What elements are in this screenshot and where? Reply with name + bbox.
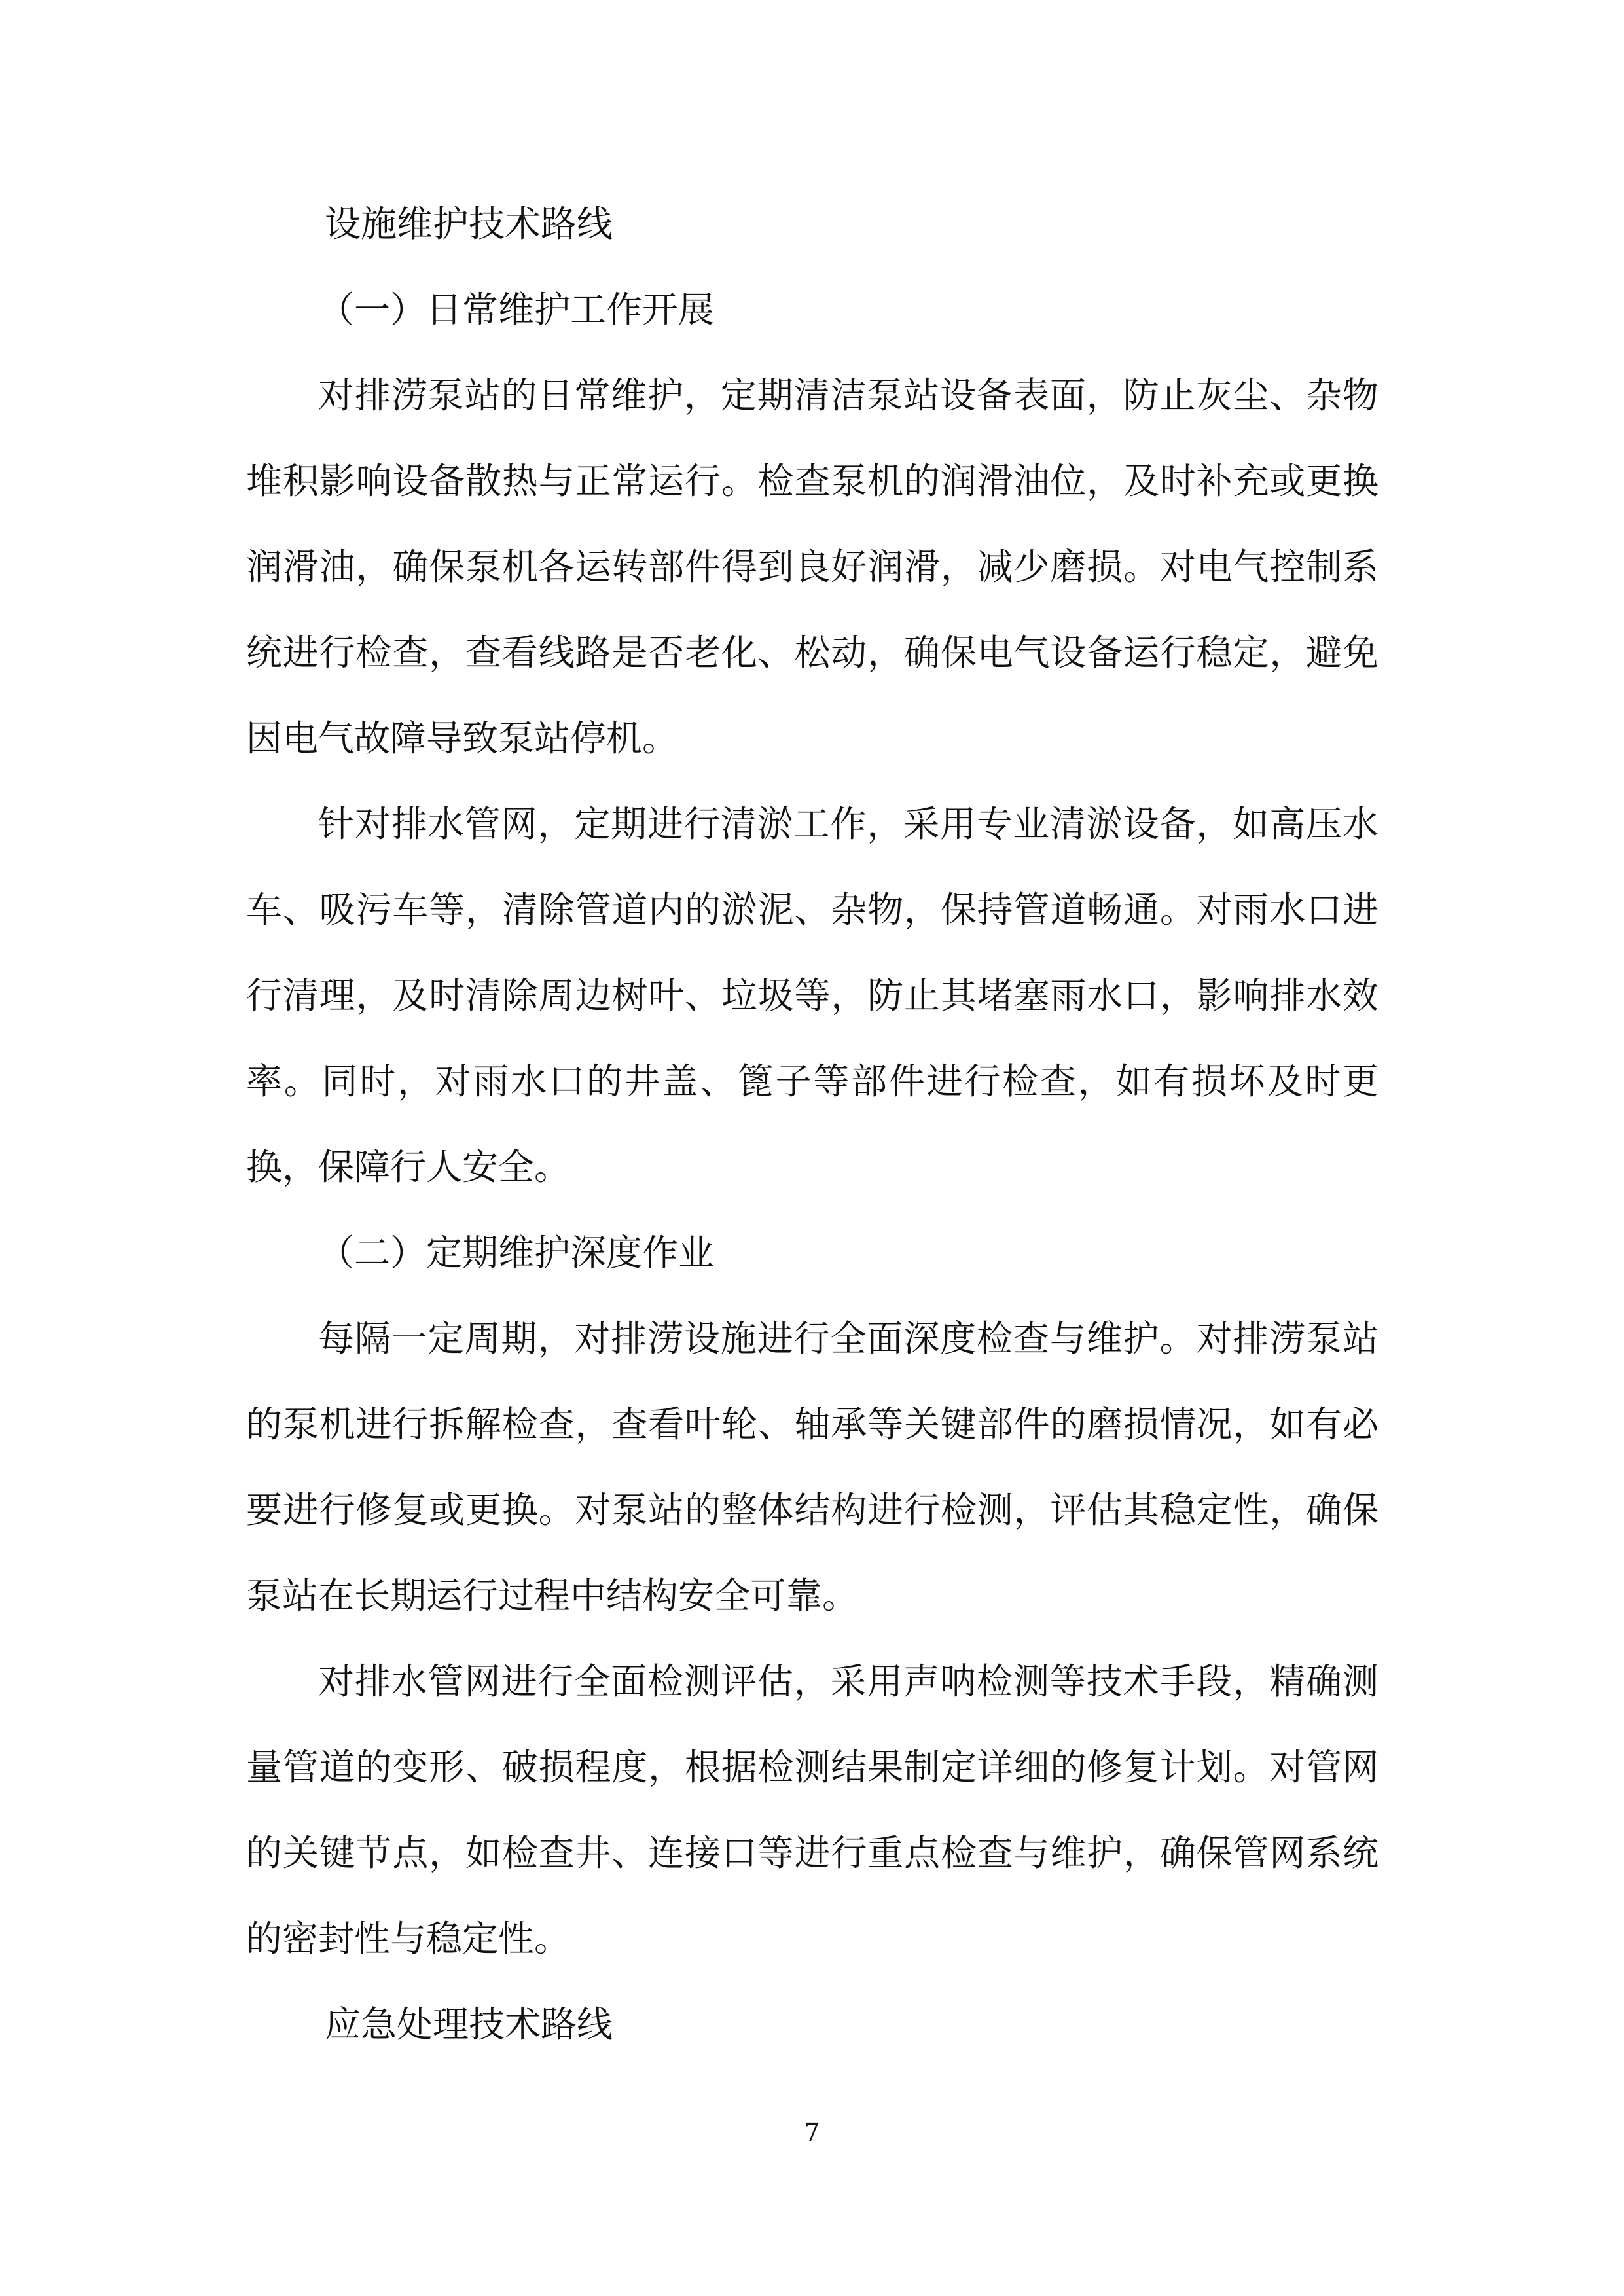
page-number: 7 (804, 2118, 820, 2147)
page-body (246, 203, 1379, 2089)
paragraph-pump-station-daily: 对排涝泵站的日常维护，定期清洁泵站设备表面，防止灰尘、杂物堆积影响设备散热与正常运行。检查泵机的润滑油位，及时补充或更换润滑油，确保泵机各运转部件得到良好润滑，减少磨损。对电气控制系统进行检查，查看线路是否老化、松动，确保电气设备运行稳定，避免因电气故障导致泵站停机。 (246, 374, 1379, 759)
subsection-title-daily: （一）日常维护工作开展 (318, 289, 715, 331)
paragraph-drainage-network-daily: 针对排水管网，定期进行清淤工作，采用专业清淤设备，如高压水车、吸污车等，清除管道内的淤泥、杂物，保持管道畅通。对雨水口进行清理，及时清除周边树叶、垃圾等，防止其堵塞雨水口，影响排水效率。同时，对雨水口的井盖、篦子等部件进行检查，如有损坏及时更换，保障行人安全。 (246, 803, 1379, 1188)
subsection-title-periodic: （二）定期维护深度作业 (318, 1232, 715, 1274)
section-title-maintenance: 设施维护技术路线 (325, 203, 613, 245)
section-title-emergency: 应急处理技术路线 (325, 2003, 613, 2045)
paragraph-pump-station-periodic: 每隔一定周期，对排涝设施进行全面深度检查与维护。对排涝泵站的泵机进行拆解检查，查看叶轮、轴承等关键部件的磨损情况，如有必要进行修复或更换。对泵站的整体结构进行检测，评估其稳定性，确保泵站在长期运行过程中结构安全可靠。 (246, 1318, 1379, 1617)
paragraph-drainage-network-periodic: 对排水管网进行全面检测评估，采用声呐检测等技术手段，精确测量管道的变形、破损程度，根据检测结果制定详细的修复计划。对管网的关键节点，如检查井、连接口等进行重点检查与维护，确保管网系统的密封性与稳定性。 (246, 1660, 1379, 1960)
